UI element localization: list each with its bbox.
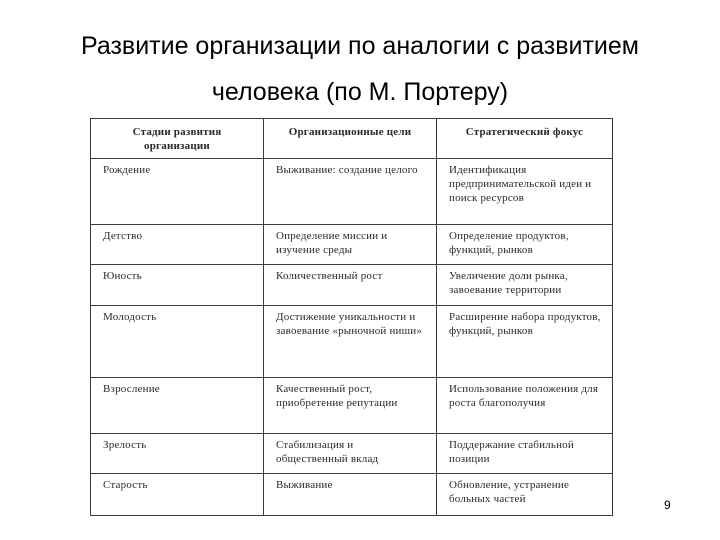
cell-focus: Определение продуктов, функций, рынков — [437, 225, 613, 265]
cell-goal: Выживание — [264, 474, 437, 516]
cell-focus: Идентификация предпринимательской идеи и поиск ресурсов — [437, 159, 613, 225]
cell-goal: Определение миссии и изучение среды — [264, 225, 437, 265]
table-row — [91, 225, 613, 265]
cell-focus: Увеличение доли рынка, завоевание территории — [437, 265, 613, 306]
cell-focus: Поддержание стабильной позиции — [437, 434, 613, 474]
cell-stage: Зрелость — [91, 434, 264, 474]
cell-goal: Выживание: создание целого — [264, 159, 437, 225]
slide-title-line-2: человека (по М. Портеру) — [211, 78, 509, 106]
page-number: 9 — [664, 498, 671, 512]
cell-focus: Расширение набора продуктов, функций, рынков — [437, 306, 613, 378]
cell-goal: Количественный рост — [264, 265, 437, 306]
cell-stage: Детство — [91, 225, 264, 265]
table-header — [91, 119, 613, 159]
table-row — [91, 474, 613, 516]
table-row — [91, 159, 613, 225]
cell-goal: Стабилизация и общественный вклад — [264, 434, 437, 474]
cell-stage: Взросление — [91, 378, 264, 434]
table-body — [91, 159, 613, 516]
cell-stage: Молодость — [91, 306, 264, 378]
table-row — [91, 378, 613, 434]
header-goals: Организационные цели — [264, 119, 437, 159]
table-header-row — [91, 119, 613, 159]
cell-stage: Юность — [91, 265, 264, 306]
table-row — [91, 434, 613, 474]
cell-stage: Старость — [91, 474, 264, 516]
header-stage: Стадии развития организации — [91, 119, 264, 159]
cell-goal: Достижение уникальности и завоевание «рыночной ниши» — [264, 306, 437, 378]
cell-goal: Качественный рост, приобретение репутации — [264, 378, 437, 434]
slide-title-line-1: Развитие организации по аналогии с развитием — [80, 32, 639, 60]
cell-focus: Использование положения для роста благополучия — [437, 378, 613, 434]
cell-stage: Рождение — [91, 159, 264, 225]
stages-table-frame — [90, 118, 612, 521]
header-focus: Стратегический фокус — [437, 119, 613, 159]
table-row — [91, 265, 613, 306]
table-row — [91, 306, 613, 378]
stages-table — [90, 118, 613, 516]
cell-focus: Обновление, устранение больных частей — [437, 474, 613, 516]
